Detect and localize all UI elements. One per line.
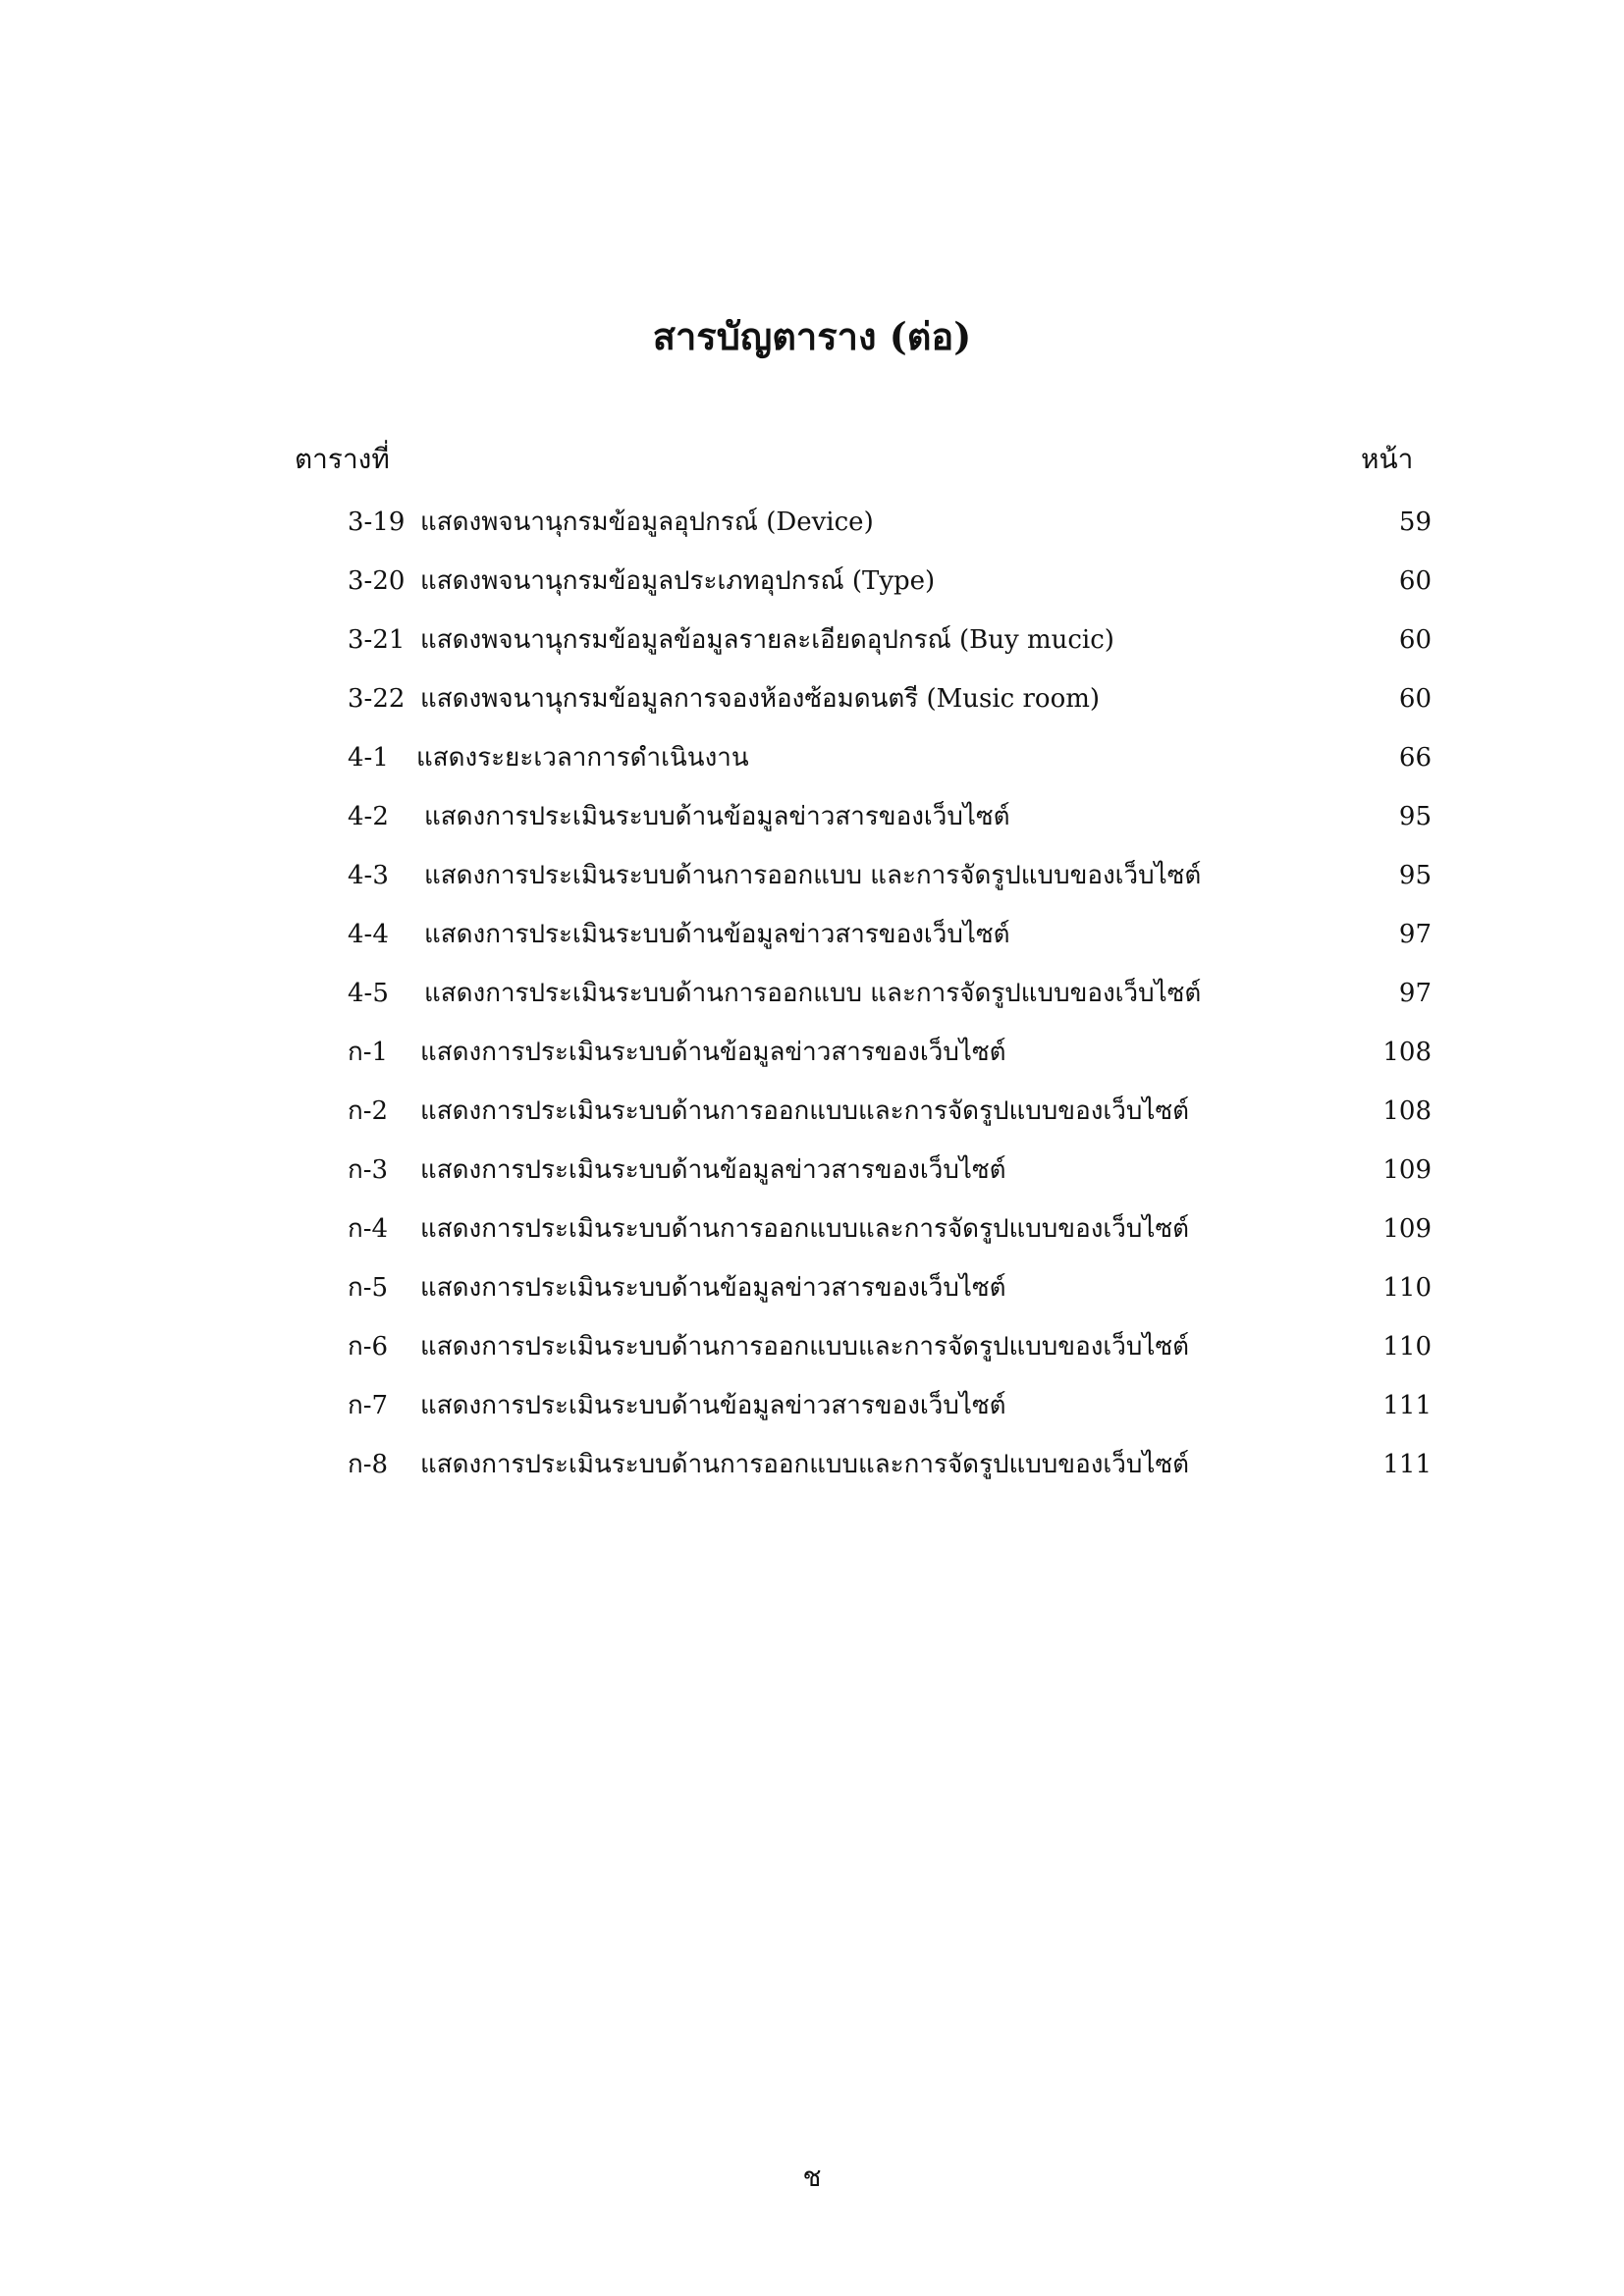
page-number: ช: [802, 2161, 822, 2193]
toc-entry-page: 111: [1382, 1391, 1432, 1420]
page-column-label: หน้า: [1361, 443, 1414, 475]
toc-entry-title: แสดงการประเมินระบบด้านการออกแบบและการจัดรูปแบบของเว็บไซต์: [420, 1450, 1189, 1479]
toc-entry-page: 108: [1382, 1038, 1432, 1067]
toc-entry-title: แสดงพจนานุกรมข้อมูลการจองห้องซ้อมดนตรี (Music room): [420, 684, 1101, 714]
toc-entry: [0, 797, 1624, 856]
toc-entry-title: แสดงการประเมินระบบด้านการออกแบบและการจัดรูปแบบของเว็บไซต์: [420, 1214, 1189, 1244]
toc-entry-page: 111: [1382, 1450, 1432, 1479]
toc-entry: [0, 974, 1624, 1033]
toc-entry-title: แสดงการประเมินระบบด้านการออกแบบ และการจัดรูปแบบของเว็บไซต์: [424, 979, 1202, 1008]
toc-entry-number: ก-4: [348, 1214, 389, 1244]
page-title: สารบัญตาราง (ต่อ): [652, 314, 972, 358]
toc-entry-page: 109: [1382, 1155, 1432, 1185]
toc-entry: [0, 856, 1624, 915]
toc-entry-page: 95: [1398, 861, 1432, 890]
table-number-column-label: ตารางที่: [295, 443, 390, 475]
toc-entry-title: แสดงการประเมินระบบด้านการออกแบบและการจัดรูปแบบของเว็บไซต์: [420, 1332, 1189, 1362]
toc-entry-page: 97: [1398, 920, 1432, 949]
toc-entry: [0, 1327, 1624, 1386]
toc-entry-title: แสดงการประเมินระบบด้านการออกแบบและการจัดรูปแบบของเว็บไซต์: [420, 1096, 1189, 1126]
toc-entry-page: 59: [1398, 507, 1432, 537]
toc-entry: [0, 915, 1624, 974]
toc-entry-title: แสดงพจนานุกรมข้อมูลข้อมูลรายละเอียดอุปกรณ์ (Buy mucic): [420, 625, 1114, 655]
toc-entry-title: แสดงการประเมินระบบด้านข้อมูลข่าวสารของเว็บไซต์: [420, 1391, 1006, 1420]
toc-entry-number: ก-6: [348, 1332, 389, 1362]
toc-entry-number: 4-2: [348, 802, 389, 831]
toc-entry: [0, 620, 1624, 679]
toc-entry: [0, 503, 1624, 561]
toc-entry: [0, 1445, 1624, 1504]
toc-entry: [0, 1268, 1624, 1327]
toc-entry-number: ก-7: [348, 1391, 389, 1420]
toc-entry: [0, 1209, 1624, 1268]
toc-entry-title: แสดงการประเมินระบบด้านข้อมูลข่าวสารของเว็บไซต์: [424, 920, 1010, 949]
toc-entry-page: 60: [1398, 566, 1432, 596]
toc-entry-page: 108: [1382, 1096, 1432, 1126]
toc-entry-page: 66: [1398, 743, 1432, 773]
toc-entry-number: ก-2: [348, 1096, 389, 1126]
toc-entry-number: ก-1: [348, 1038, 389, 1067]
toc-entry-number: 3-20: [348, 566, 406, 596]
toc-entry-number: ก-8: [348, 1450, 389, 1479]
toc-entry-title: แสดงระยะเวลาการดำเนินงาน: [416, 743, 749, 773]
toc-entry: [0, 1386, 1624, 1445]
toc-entry: [0, 1150, 1624, 1209]
toc-entry-number: ก-3: [348, 1155, 389, 1185]
toc-entry-title: แสดงการประเมินระบบด้านข้อมูลข่าวสารของเว็บไซต์: [420, 1155, 1006, 1185]
toc-entry-number: 4-5: [348, 979, 389, 1008]
toc-entry-title: แสดงพจนานุกรมข้อมูลอุปกรณ์ (Device): [420, 507, 874, 537]
toc-entry-page: 60: [1398, 625, 1432, 655]
toc-entry-page: 95: [1398, 802, 1432, 831]
toc-entry: [0, 679, 1624, 738]
toc-entry: [0, 1033, 1624, 1092]
toc-entry: [0, 738, 1624, 797]
toc-entry-number: 4-3: [348, 861, 389, 890]
toc-entry-title: แสดงพจนานุกรมข้อมูลประเภทอุปกรณ์ (Type): [420, 566, 936, 596]
toc-entry: [0, 561, 1624, 620]
toc-entry-number: 3-19: [348, 507, 406, 537]
toc-entry-title: แสดงการประเมินระบบด้านข้อมูลข่าวสารของเว็บไซต์: [420, 1038, 1006, 1067]
toc-entry-page: 97: [1398, 979, 1432, 1008]
table-of-tables-list: [0, 503, 1624, 1504]
toc-entry-page: 60: [1398, 684, 1432, 714]
toc-entry: [0, 1092, 1624, 1150]
toc-entry-number: 3-21: [348, 625, 406, 655]
toc-entry-title: แสดงการประเมินระบบด้านข้อมูลข่าวสารของเว็บไซต์: [420, 1273, 1006, 1303]
toc-entry-page: 110: [1382, 1332, 1432, 1362]
toc-entry-page: 109: [1382, 1214, 1432, 1244]
toc-entry-title: แสดงการประเมินระบบด้านการออกแบบ และการจัดรูปแบบของเว็บไซต์: [424, 861, 1202, 890]
toc-entry-title: แสดงการประเมินระบบด้านข้อมูลข่าวสารของเว็บไซต์: [424, 802, 1010, 831]
toc-entry-number: 4-4: [348, 920, 389, 949]
toc-entry-number: ก-5: [348, 1273, 389, 1303]
toc-entry-number: 3-22: [348, 684, 406, 714]
toc-entry-number: 4-1: [348, 743, 389, 773]
toc-entry-page: 110: [1382, 1273, 1432, 1303]
